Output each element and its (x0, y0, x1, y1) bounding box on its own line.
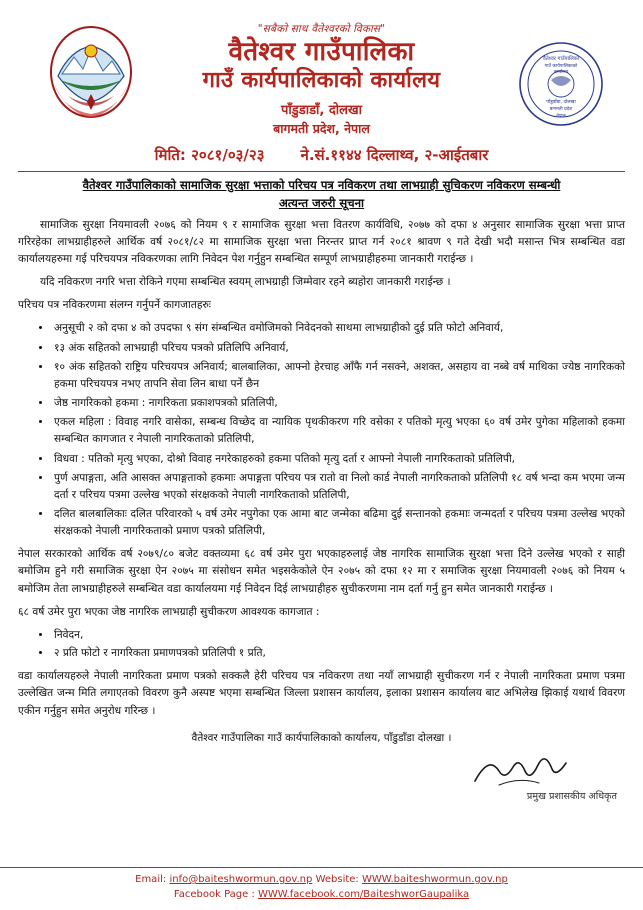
footer-contact-line (0, 874, 643, 885)
address-line-1: पाँडुडाडाँ, दोलखा (281, 102, 362, 118)
header-divider (18, 171, 625, 172)
paragraph-3-documents-heading: परिचय पत्र नविकरणमा संलग्न गर्नुपर्ने कागजातहरुः (18, 299, 211, 312)
svg-text:पाँडुडाँडा, दोलखा: पाँडुडाँडा, दोलखा (546, 100, 576, 105)
list-item: • अनुसूची २ को दफा ४ को उपदफा ९ संग संम्बन्धित वमोजिमको निवेदनको साथमा लाभग्राहीको दुई प्रति फोटो अनिवार्य, (52, 320, 625, 337)
document-body (18, 217, 625, 805)
list-item: • पुर्ण अपाङ्गता, अति आसक्त अपाङ्गताको हकमाः अपाङ्गता परिचय पत्र रातो वा निलो कार्ड नेपाली नागरिकताको प्रतिलिपी १८ वर्ष भन्दा कम भएमा जन्म दर्ता र परिचय पत्रमा उल्लेख भएको संरक्षकको नेपाली नागरिकताको प्रतिलिपी, (52, 470, 625, 504)
paragraph-5-senior-citizen-heading: ६८ वर्ष उमेर पुरा भएका जेष्ठ नागरिक लाभग्राही सुचीकरण आवश्यक कागजात : (18, 605, 320, 618)
signature-block (18, 751, 625, 805)
email-label: Email: (135, 874, 167, 885)
footer-social-line (0, 889, 643, 900)
document-subtitle: अत्यन्त जरुरी सूचना (278, 195, 365, 210)
address-line-2: बागमती प्रदेश, नेपाल (273, 120, 370, 136)
svg-text:गाउँ कार्यपालिकाको: गाउँ कार्यपालिकाको (544, 64, 578, 69)
nepal-government-emblem-icon (48, 24, 134, 120)
paragraph-1: सामाजिक सुरक्षा नियमावली २०७६ को नियम ९ र सामाजिक सुरक्षा भत्ता वितरण कार्यविधि, २०७७ को दफा ४ अनुसार सामाजिक सुरक्षा भत्ता प्राप्त गरिरहेका लाभग्राहीहरुले आर्थिक वर्ष २०८१/८२ मा सामाजिक सुरक्षा भत्ता निरन्तर प्राप्त गर्न २०८१ श्रावण ९ गते देखी भदौ मसान्त भित्र सम्बन्धित वडा कार्यालयहरुमा गई परिचयपत्र नविकरणका लागि निवेदन पेश गर्नुहुन सम्बन्धित सम्पूर्ण लाभग्राहीहरुमा जानकारी गराईन्छ । (18, 218, 625, 265)
document-footer (0, 867, 643, 910)
website-link[interactable]: WWW.baiteshwormun.gov.np (361, 874, 508, 885)
letter-reference-number: ने.सं.११४४ दिल्लाथ्व, २-आईतबार (300, 145, 489, 164)
list-item: • १० अंक सहितको राष्ट्रिय परिचयपत्र अनिवार्य; बालबालिका, आफ्नो हेरचाह आँफै गर्न नसक्ने, अशक्त, असहाय वा नब्बे वर्ष माथिका ज्येष्ठ नागरिकको हकमा परिचयपत्र नभए तापनि सेवा लिन बाधा पर्ने छैन (52, 359, 625, 393)
paragraph-6: वडा कार्यालयहरुले नेपाली नागरिकता प्रमाण पत्रको सक्कलै हेरी परिचय पत्र नविकरण तथा नयाँ लाभग्राही सुचीकरण गर्न र नेपाली नागरिकता प्रमाण पत्रमा उल्लेखित जन्म मिति लगाएतको विवरण कुनै अस्पष्ट भएमा सम्बन्धित जिल्ला प्रशासन कार्यालय, इलाका प्रशासन कार्यालय बाट अभिलेख झिकाई यथार्थ विवरण एकीन गर्नुहुन समेत अनुरोध गरिन्छ । (18, 670, 625, 717)
paragraph-2: यदि नविकरण नगरि भत्ता रोकिने गएमा सम्बन्धित स्वयम् लाभग्राही जिम्मेवार रहने ब्यहोरा जानकारी गराईन्छ । (40, 276, 451, 289)
list-item: • एकल महिला : विवाह नगरि वासेका, सम्बन्ध विच्छेद वा न्यायिक पृथकीकरण गरि वसेका र पतिको मृत्यु भएका ६० वर्ष उमेर पुगेका महिलाको हकमा सम्बन्धित कागजात र नेपाली नागरिकताको प्रतिलिपी, (52, 414, 625, 448)
required-documents-list (18, 320, 625, 540)
signature-mark-icon (469, 751, 579, 791)
paragraph-4: नेपाल सरकारको आर्थिक वर्ष २०७९/८० बजेट वक्तव्यमा ६८ वर्ष उमेर पुरा भएकाहरुलाई जेष्ठ नागरिक सामाजिक सुरक्षा भत्ता दिने उल्लेख भएको र साही बमोजिम हुने गरी समाजिक सुरक्षा ऐन २०७५ मा संसोधन समेत भइसकेकोले ऐन २०७५ को दफा १२ मा र समाजिक सुरक्षा नियमावली २०७६ को नियम ५ बमोजिम तेता लाभग्राहीहरुले सम्बन्धित वडा कार्यालयमा गई निवेदन दिई लाभग्राहीहरु सुचीकरणमा नाम दर्ता गर्नु हुन समेत जानकारी गराईन्छ । (18, 548, 625, 595)
list-item: • जेष्ठ नागरिकको हकमा : नागरिकता प्रकाशपत्रको प्रतिलिपी, (52, 395, 625, 412)
document-title: वैतेश्वर गाउँपालिकाको सामाजिक सुरक्षा भत्ताको परिचय पत्र नविकरण तथा लाभग्राही सुचिकरण नविकरण सम्बन्धी (82, 178, 561, 192)
organization-name: वैतेश्वर गाउँपालिका (228, 37, 415, 67)
list-item: • २ प्रति फोटो र नागरिकता प्रमाणपत्रको प्रतिलिपी १ प्रति, (52, 645, 625, 662)
svg-text:बागमती प्रदेश: बागमती प्रदेश (549, 107, 573, 112)
office-signature-line: वैतेश्वर गाउँपालिका गाउँ कार्यपालिकाको कार्यालय, पाँडुडाँडा दोलखा । (191, 731, 452, 744)
letterhead (18, 10, 625, 172)
list-item: • १३ अंक सहितको लाभग्राही परिचय पत्रको प्रतिलिपि अनिवार्य, (52, 340, 625, 357)
facebook-label: Facebook Page : (173, 889, 255, 900)
website-label: Website: (315, 874, 359, 885)
slogan-text: "सबैको साथ वैतेश्वरको विकास" (257, 23, 386, 35)
facebook-link[interactable]: WWW.facebook.com/BaiteshworGaupalika (258, 889, 470, 900)
list-item: • दलित बालबालिकाः दलित परिवारको ५ वर्ष उमेर नपुगेका एक आमा बाट जन्मेका बढिमा दुई सन्तानको हकमाः जन्मदर्ता र परिचय पत्रमा उल्लेख भएको संरक्षकको नेपाली नागरिकताको प्रमाण पत्रको प्रतिलिपी, (52, 506, 625, 540)
svg-text:कार्यालय: कार्यालय (553, 70, 569, 75)
list-item: • निवेदन, (52, 627, 625, 644)
email-link[interactable]: info@baiteshwormun.gov.np (169, 874, 313, 885)
signatory-title: प्रमुख प्रशासकीय अधिकृत (526, 791, 617, 803)
svg-text:वैतेश्वर गाउँपालिका: वैतेश्वर गाउँपालिका (542, 56, 580, 62)
letter-date: मिति: २०८१/०३/२३ (154, 145, 265, 164)
office-seal-stamp (517, 40, 605, 128)
letter-meta-row (18, 145, 625, 165)
senior-citizen-documents-list (18, 627, 625, 662)
organization-office: गाउँ कार्यपालिकाको कार्यालय (202, 68, 441, 94)
svg-text:नेपाल: नेपाल (556, 114, 566, 119)
list-item: • विधवा : पतिको मृत्यु भएका, दोश्रो विवाह नगरेकाहरुको हकमा पतिको मृत्यु दर्ता र आफ्नो नेपाली नागरिकताको प्रतिलिपी, (52, 451, 625, 468)
